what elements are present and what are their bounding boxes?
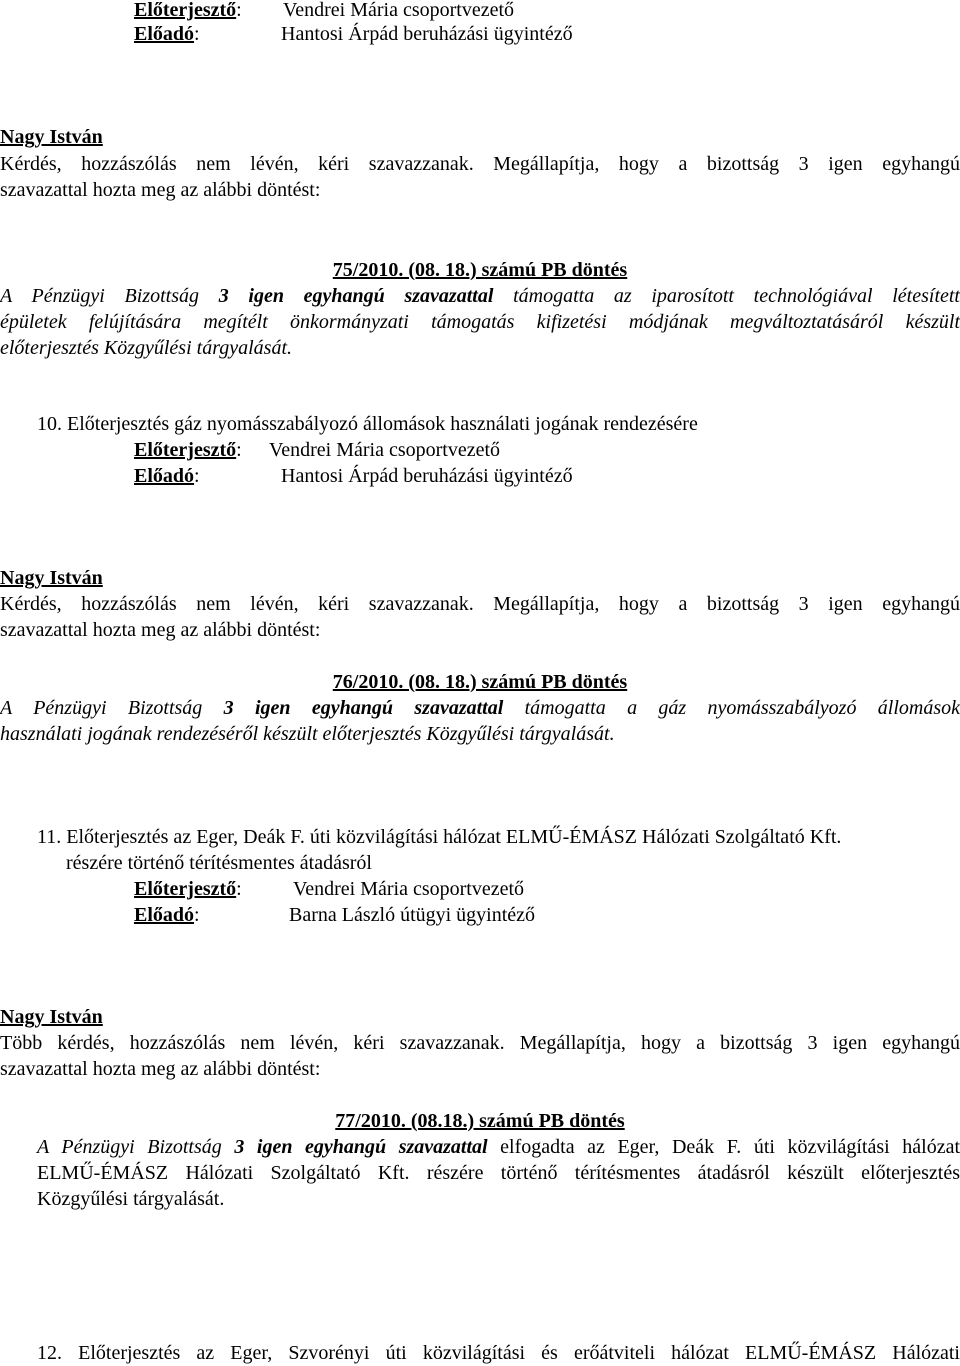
decision-text bbox=[0, 283, 960, 309]
chair-name: Nagy István bbox=[0, 567, 103, 589]
vote-result: 3 igen egyhangú szavazattal bbox=[223, 697, 504, 719]
discussion-line: Kérdés, hozzászólás nem lévén, kéri szavazzanak. Megállapítja, hogy a bizottság 3 igen egyhangú bbox=[0, 593, 960, 615]
decision-text-part: A Pénzügyi Bizottság bbox=[0, 697, 224, 719]
presenter-colon: : bbox=[236, 878, 242, 900]
speaker-row bbox=[134, 21, 200, 47]
decision-title: 77/2010. (08.18.) számú PB döntés bbox=[335, 1110, 625, 1132]
presenter-value: Vendrei Mária csoportvezető bbox=[293, 878, 525, 900]
presenter-row bbox=[134, 0, 242, 23]
discussion-line: szavazattal hozta meg az alábbi döntést: bbox=[0, 619, 321, 641]
decision-text: épületek felújítására megítélt önkormányzati támogatás kifizetési módjának megváltoztatásáról készült bbox=[0, 311, 960, 333]
presenter-label: Előterjesztő bbox=[134, 439, 237, 461]
decision-title: 75/2010. (08. 18.) számú PB döntés bbox=[332, 259, 628, 281]
speaker-colon: : bbox=[194, 904, 200, 926]
decision-text-part: A Pénzügyi Bizottság bbox=[0, 285, 219, 307]
decision-text: használati jogának rendezéséről készült előterjesztés Közgyűlési tárgyalását. bbox=[0, 723, 615, 745]
presenter-label: Előterjesztő bbox=[134, 0, 237, 21]
decision-text-part: támogatta a gáz nyomásszabályozó állomások bbox=[503, 697, 960, 719]
chair-name: Nagy István bbox=[0, 1006, 103, 1028]
presenter-row bbox=[134, 876, 242, 902]
presenter-row bbox=[134, 437, 242, 463]
chair-name: Nagy István bbox=[0, 126, 103, 148]
agenda-item-heading: 11. Előterjesztés az Eger, Deák F. úti közvilágítási hálózat ELMŰ-ÉMÁSZ Hálózati Szolgáltató Kft. bbox=[37, 826, 842, 848]
vote-result: 3 igen egyhangú szavazattal bbox=[218, 285, 494, 307]
discussion-line: Több kérdés, hozzászólás nem lévén, kéri szavazzanak. Megállapítja, hogy a bizottság 3 igen egyhangú bbox=[0, 1032, 960, 1054]
discussion-line: szavazattal hozta meg az alábbi döntést: bbox=[0, 1058, 321, 1080]
decision-text-part: támogatta az iparosított technológiával létesített bbox=[493, 285, 960, 307]
presenter-value: Vendrei Mária csoportvezető bbox=[269, 439, 501, 461]
agenda-item-heading: 12. Előterjesztés az Eger, Szvorényi úti közvilágítási és erőátviteli hálózat ELMŰ-ÉMÁSZ Hálózati bbox=[37, 1342, 960, 1364]
presenter-colon: : bbox=[236, 439, 242, 461]
decision-text: előterjesztés Közgyűlési tárgyalását. bbox=[0, 337, 293, 359]
presenter-value: Vendrei Mária csoportvezető bbox=[283, 0, 515, 21]
speaker-row bbox=[134, 463, 200, 489]
discussion-line: Kérdés, hozzászólás nem lévén, kéri szavazzanak. Megállapítja, hogy a bizottság 3 igen egyhangú bbox=[0, 153, 960, 175]
vote-result: 3 igen egyhangú szavazattal bbox=[234, 1136, 488, 1158]
speaker-label: Előadó bbox=[134, 904, 195, 926]
presenter-colon: : bbox=[236, 0, 242, 21]
speaker-row bbox=[134, 902, 200, 928]
speaker-colon: : bbox=[194, 465, 200, 487]
discussion-line: szavazattal hozta meg az alábbi döntést: bbox=[0, 179, 321, 201]
decision-text: ELMŰ-ÉMÁSZ Hálózati Szolgáltató Kft. részére történő térítésmentes átadásról készült előterjesztés bbox=[37, 1162, 960, 1184]
speaker-colon: : bbox=[194, 23, 200, 45]
agenda-item-heading: 10. Előterjesztés gáz nyomásszabályozó állomások használati jogának rendezésére bbox=[37, 413, 698, 435]
speaker-value: Barna László útügyi ügyintéző bbox=[289, 904, 536, 926]
speaker-value: Hantosi Árpád beruházási ügyintéző bbox=[281, 23, 573, 45]
decision-text-part: elfogadta az Eger, Deák F. úti közvilágítási hálózat bbox=[487, 1136, 960, 1158]
decision-text-part: A Pénzügyi Bizottság bbox=[37, 1136, 235, 1158]
decision-text: Közgyűlési tárgyalását. bbox=[37, 1188, 225, 1210]
presenter-label: Előterjesztő bbox=[134, 878, 237, 900]
decision-text bbox=[0, 695, 960, 721]
decision-title: 76/2010. (08. 18.) számú PB döntés bbox=[332, 671, 628, 693]
speaker-value: Hantosi Árpád beruházási ügyintéző bbox=[281, 465, 573, 487]
decision-text bbox=[37, 1134, 960, 1160]
agenda-item-heading: részére történő térítésmentes átadásról bbox=[66, 852, 372, 874]
speaker-label: Előadó bbox=[134, 23, 195, 45]
speaker-label: Előadó bbox=[134, 465, 195, 487]
